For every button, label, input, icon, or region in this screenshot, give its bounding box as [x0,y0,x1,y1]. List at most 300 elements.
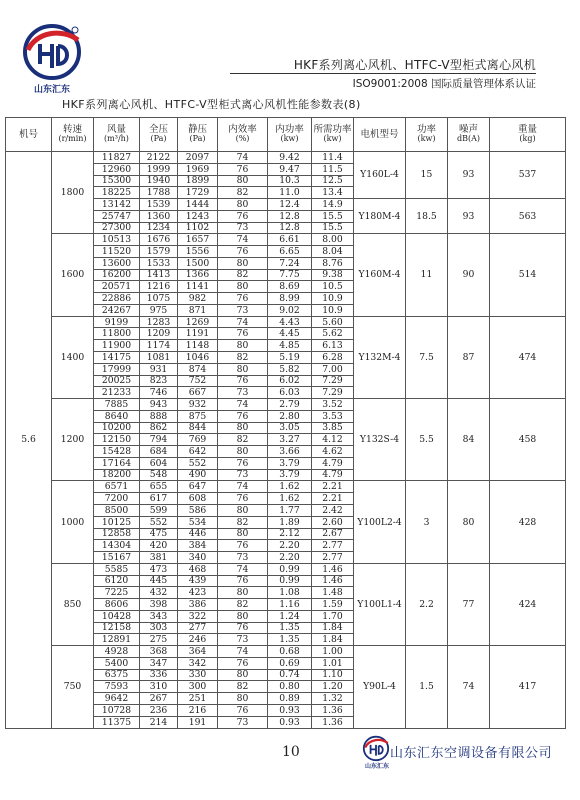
motor-model-cell: Y100L2-4 [354,481,406,563]
internal-power-cell: 0.99 [268,563,312,575]
static-pressure-cell: 1243 [178,210,218,222]
internal-power-cell: 1.35 [268,622,312,634]
internal-power-cell: 0.80 [268,681,312,693]
total-pressure-cell: 552 [140,516,178,528]
column-header [218,118,268,152]
column-unit: dB(A) [456,134,481,144]
airflow-cell: 18200 [94,469,140,481]
required-power-cell: 3.53 [312,410,354,422]
column-unit: (m³/h) [104,134,129,144]
static-pressure-cell: 586 [178,504,218,516]
airflow-cell: 10125 [94,516,140,528]
total-pressure-cell: 1533 [140,257,178,269]
efficiency-cell: 73 [218,469,268,481]
efficiency-cell: 82 [218,269,268,281]
header-title: HKF系列离心风机、HTFC-V型柜式离心风机 [293,58,536,72]
noise-cell: 77 [448,563,490,645]
static-pressure-cell: 1046 [178,352,218,364]
airflow-cell: 12158 [94,622,140,634]
efficiency-cell: 82 [218,516,268,528]
total-pressure-cell: 1360 [140,210,178,222]
static-pressure-cell: 300 [178,681,218,693]
column-name: 转速 [62,124,82,136]
table-title: HKF系列离心风机、HTFC-V型柜式离心风机性能参数表(8) [62,98,361,111]
airflow-cell: 18225 [94,187,140,199]
column-unit: (%) [235,134,250,144]
efficiency-cell: 80 [218,587,268,599]
efficiency-cell: 76 [218,210,268,222]
airflow-cell: 11800 [94,328,140,340]
internal-power-cell: 0.99 [268,575,312,587]
airflow-cell: 12150 [94,434,140,446]
total-pressure-cell: 975 [140,304,178,316]
static-pressure-cell: 340 [178,552,218,564]
internal-power-cell: 9.47 [268,163,312,175]
required-power-cell: 1.46 [312,563,354,575]
static-pressure-cell: 322 [178,610,218,622]
required-power-cell: 1.84 [312,622,354,634]
airflow-cell: 15428 [94,446,140,458]
total-pressure-cell: 888 [140,410,178,422]
internal-power-cell: 0.74 [268,669,312,681]
column-header [312,118,354,152]
total-pressure-cell: 1209 [140,328,178,340]
internal-power-cell: 6.61 [268,234,312,246]
efficiency-cell: 82 [218,599,268,611]
internal-power-cell: 5.19 [268,352,312,364]
efficiency-cell: 82 [218,681,268,693]
noise-cell: 93 [448,199,490,234]
column-name: 功率 [416,124,436,136]
static-pressure-cell: 642 [178,446,218,458]
total-pressure-cell: 604 [140,457,178,469]
motor-power-cell: 18.5 [406,199,448,234]
noise-cell: 90 [448,234,490,316]
total-pressure-cell: 1579 [140,246,178,258]
required-power-cell: 2.42 [312,504,354,516]
static-pressure-cell: 844 [178,422,218,434]
weight-cell: 424 [490,563,566,645]
static-pressure-cell: 1729 [178,187,218,199]
static-pressure-cell: 647 [178,481,218,493]
airflow-cell: 20025 [94,375,140,387]
efficiency-cell: 80 [218,199,268,211]
static-pressure-cell: 364 [178,646,218,658]
speed-cell: 850 [52,563,94,645]
motor-model-cell: Y160M-4 [354,234,406,316]
required-power-cell: 11.4 [312,152,354,164]
static-pressure-cell: 1657 [178,234,218,246]
column-header [406,118,448,152]
column-name: 内效率 [228,124,257,136]
efficiency-cell: 82 [218,352,268,364]
airflow-cell: 14175 [94,352,140,364]
required-power-cell: 1.01 [312,657,354,669]
internal-power-cell: 0.93 [268,716,312,728]
motor-model-cell: Y90L-4 [354,646,406,729]
airflow-cell: 6375 [94,669,140,681]
total-pressure-cell: 1081 [140,352,178,364]
efficiency-cell: 76 [218,622,268,634]
efficiency-cell: 80 [218,422,268,434]
efficiency-cell: 73 [218,716,268,728]
efficiency-cell: 80 [218,693,268,705]
static-pressure-cell: 277 [178,622,218,634]
column-unit: (kg) [519,134,536,144]
internal-power-cell: 2.80 [268,410,312,422]
total-pressure-cell: 931 [140,363,178,375]
noise-cell: 80 [448,481,490,563]
speed-cell: 1400 [52,316,94,398]
static-pressure-cell: 667 [178,387,218,399]
internal-power-cell: 1.24 [268,610,312,622]
efficiency-cell: 76 [218,657,268,669]
required-power-cell: 11.5 [312,163,354,175]
column-header [448,118,490,152]
column-name: 风量 [106,124,126,136]
total-pressure-cell: 1283 [140,316,178,328]
airflow-cell: 11520 [94,246,140,258]
internal-power-cell: 12.8 [268,222,312,234]
column-header [268,118,312,152]
efficiency-cell: 74 [218,152,268,164]
logo-text: 山东汇东 [33,85,70,95]
airflow-cell: 8606 [94,599,140,611]
column-unit: (Pa) [150,134,167,144]
total-pressure-cell: 684 [140,446,178,458]
total-pressure-cell: 1413 [140,269,178,281]
internal-power-cell: 11.0 [268,187,312,199]
total-pressure-cell: 275 [140,634,178,646]
static-pressure-cell: 468 [178,563,218,575]
airflow-cell: 10513 [94,234,140,246]
motor-power-cell: 2.2 [406,563,448,645]
required-power-cell: 1.84 [312,634,354,646]
static-pressure-cell: 490 [178,469,218,481]
weight-cell: 537 [490,152,566,199]
speed-cell: 1200 [52,399,94,481]
efficiency-cell: 76 [218,328,268,340]
internal-power-cell: 12.4 [268,199,312,211]
total-pressure-cell: 1075 [140,293,178,305]
required-power-cell: 15.5 [312,210,354,222]
total-pressure-cell: 617 [140,493,178,505]
required-power-cell: 9.38 [312,269,354,281]
efficiency-cell: 76 [218,540,268,552]
static-pressure-cell: 386 [178,599,218,611]
static-pressure-cell: 875 [178,410,218,422]
static-pressure-cell: 752 [178,375,218,387]
internal-power-cell: 1.62 [268,493,312,505]
total-pressure-cell: 214 [140,716,178,728]
table-row [6,152,566,164]
total-pressure-cell: 368 [140,646,178,658]
internal-power-cell: 9.42 [268,152,312,164]
required-power-cell: 10.9 [312,304,354,316]
static-pressure-cell: 1148 [178,340,218,352]
internal-power-cell: 1.16 [268,599,312,611]
required-power-cell: 1.10 [312,669,354,681]
column-header [140,118,178,152]
static-pressure-cell: 439 [178,575,218,587]
internal-power-cell: 3.79 [268,469,312,481]
internal-power-cell: 1.77 [268,504,312,516]
internal-power-cell: 12.8 [268,210,312,222]
required-power-cell: 1.48 [312,587,354,599]
required-power-cell: 2.77 [312,552,354,564]
total-pressure-cell: 1216 [140,281,178,293]
efficiency-cell: 80 [218,528,268,540]
airflow-cell: 13142 [94,199,140,211]
internal-power-cell: 4.85 [268,340,312,352]
airflow-cell: 10200 [94,422,140,434]
internal-power-cell: 2.12 [268,528,312,540]
efficiency-cell: 80 [218,340,268,352]
total-pressure-cell: 473 [140,563,178,575]
airflow-cell: 15167 [94,552,140,564]
static-pressure-cell: 932 [178,399,218,411]
internal-power-cell: 8.99 [268,293,312,305]
total-pressure-cell: 943 [140,399,178,411]
efficiency-cell: 74 [218,563,268,575]
company-logo [22,20,82,82]
airflow-cell: 10728 [94,704,140,716]
internal-power-cell: 9.02 [268,304,312,316]
required-power-cell: 1.36 [312,704,354,716]
column-unit: (kw) [280,134,299,144]
efficiency-cell: 76 [218,246,268,258]
internal-power-cell: 7.24 [268,257,312,269]
required-power-cell: 15.5 [312,222,354,234]
total-pressure-cell: 343 [140,610,178,622]
motor-model-cell: Y180M-4 [354,199,406,234]
required-power-cell: 1.46 [312,575,354,587]
airflow-cell: 17999 [94,363,140,375]
airflow-cell: 6571 [94,481,140,493]
internal-power-cell: 0.69 [268,657,312,669]
internal-power-cell: 6.65 [268,246,312,258]
static-pressure-cell: 1899 [178,175,218,187]
static-pressure-cell: 1366 [178,269,218,281]
airflow-cell: 9199 [94,316,140,328]
footer-logo-text: 山东汇东 [364,763,389,770]
airflow-cell: 21233 [94,387,140,399]
weight-cell: 563 [490,199,566,234]
column-name: 电机型号 [360,128,399,140]
airflow-cell: 12858 [94,528,140,540]
airflow-cell: 12960 [94,163,140,175]
total-pressure-cell: 1999 [140,163,178,175]
column-header [52,118,94,152]
motor-power-cell: 7.5 [406,316,448,398]
airflow-cell: 20571 [94,281,140,293]
efficiency-cell: 74 [218,481,268,493]
noise-cell: 93 [448,152,490,199]
airflow-cell: 7225 [94,587,140,599]
internal-power-cell: 3.66 [268,446,312,458]
static-pressure-cell: 246 [178,634,218,646]
efficiency-cell: 80 [218,257,268,269]
airflow-cell: 6120 [94,575,140,587]
total-pressure-cell: 794 [140,434,178,446]
efficiency-cell: 80 [218,669,268,681]
required-power-cell: 7.29 [312,387,354,399]
internal-power-cell: 8.69 [268,281,312,293]
airflow-cell: 22886 [94,293,140,305]
airflow-cell: 11900 [94,340,140,352]
airflow-cell: 25747 [94,210,140,222]
required-power-cell: 4.62 [312,446,354,458]
airflow-cell: 11827 [94,152,140,164]
column-unit: (Pa) [189,134,206,144]
required-power-cell: 1.36 [312,716,354,728]
total-pressure-cell: 445 [140,575,178,587]
table-row [6,234,566,246]
static-pressure-cell: 874 [178,363,218,375]
motor-power-cell: 11 [406,234,448,316]
airflow-cell: 27300 [94,222,140,234]
weight-cell: 514 [490,234,566,316]
static-pressure-cell: 871 [178,304,218,316]
airflow-cell: 11375 [94,716,140,728]
total-pressure-cell: 1539 [140,199,178,211]
required-power-cell: 6.28 [312,352,354,364]
total-pressure-cell: 655 [140,481,178,493]
efficiency-cell: 76 [218,293,268,305]
column-header [178,118,218,152]
efficiency-cell: 82 [218,187,268,199]
motor-model-cell: Y160L-4 [354,152,406,199]
efficiency-cell: 82 [218,434,268,446]
speed-cell: 1000 [52,481,94,563]
static-pressure-cell: 1102 [178,222,218,234]
required-power-cell: 12.5 [312,175,354,187]
table-row [6,399,566,411]
efficiency-cell: 73 [218,552,268,564]
column-name: 重量 [517,124,537,136]
static-pressure-cell: 552 [178,457,218,469]
static-pressure-cell: 446 [178,528,218,540]
required-power-cell: 1.20 [312,681,354,693]
internal-power-cell: 6.02 [268,375,312,387]
internal-power-cell: 2.20 [268,552,312,564]
total-pressure-cell: 1940 [140,175,178,187]
efficiency-cell: 74 [218,316,268,328]
column-unit: (kw) [417,134,436,144]
machine-number-cell: 5.6 [6,152,52,729]
efficiency-cell: 80 [218,446,268,458]
total-pressure-cell: 303 [140,622,178,634]
total-pressure-cell: 267 [140,693,178,705]
efficiency-cell: 76 [218,493,268,505]
efficiency-cell: 74 [218,234,268,246]
internal-power-cell: 1.35 [268,634,312,646]
internal-power-cell: 10.3 [268,175,312,187]
total-pressure-cell: 548 [140,469,178,481]
total-pressure-cell: 746 [140,387,178,399]
total-pressure-cell: 1234 [140,222,178,234]
table-row [6,316,566,328]
required-power-cell: 8.00 [312,234,354,246]
airflow-cell: 7593 [94,681,140,693]
weight-cell: 428 [490,481,566,563]
required-power-cell: 8.76 [312,257,354,269]
column-unit: (r/min) [58,134,87,144]
efficiency-cell: 73 [218,387,268,399]
static-pressure-cell: 982 [178,293,218,305]
airflow-cell: 13600 [94,257,140,269]
airflow-cell: 5400 [94,657,140,669]
motor-model-cell: Y132S-4 [354,399,406,481]
total-pressure-cell: 432 [140,587,178,599]
required-power-cell: 4.79 [312,457,354,469]
motor-power-cell: 1.5 [406,646,448,729]
airflow-cell: 8640 [94,410,140,422]
required-power-cell: 3.52 [312,399,354,411]
column-header [6,118,52,152]
required-power-cell: 13.4 [312,187,354,199]
static-pressure-cell: 534 [178,516,218,528]
efficiency-cell: 76 [218,575,268,587]
efficiency-cell: 73 [218,222,268,234]
efficiency-cell: 80 [218,610,268,622]
table-row [6,481,566,493]
table-row [6,646,566,658]
internal-power-cell: 3.27 [268,434,312,446]
internal-power-cell: 4.43 [268,316,312,328]
static-pressure-cell: 608 [178,493,218,505]
column-unit: (kw) [323,134,342,144]
required-power-cell: 7.29 [312,375,354,387]
column-name: 全压 [148,124,168,136]
required-power-cell: 2.21 [312,493,354,505]
noise-cell: 87 [448,316,490,398]
internal-power-cell: 2.79 [268,399,312,411]
airflow-cell: 12891 [94,634,140,646]
required-power-cell: 5.62 [312,328,354,340]
internal-power-cell: 0.93 [268,704,312,716]
total-pressure-cell: 1788 [140,187,178,199]
static-pressure-cell: 384 [178,540,218,552]
column-name: 噪声 [458,124,478,136]
static-pressure-cell: 330 [178,669,218,681]
column-header [490,118,566,152]
internal-power-cell: 7.75 [268,269,312,281]
required-power-cell: 1.00 [312,646,354,658]
total-pressure-cell: 1174 [140,340,178,352]
weight-cell: 474 [490,316,566,398]
motor-model-cell: Y100L1-4 [354,563,406,645]
performance-table [5,117,566,729]
internal-power-cell: 4.45 [268,328,312,340]
total-pressure-cell: 2122 [140,152,178,164]
noise-cell: 74 [448,646,490,729]
internal-power-cell: 0.89 [268,693,312,705]
required-power-cell: 1.32 [312,693,354,705]
static-pressure-cell: 1556 [178,246,218,258]
header-divider [230,73,536,74]
static-pressure-cell: 342 [178,657,218,669]
required-power-cell: 2.77 [312,540,354,552]
column-header [94,118,140,152]
airflow-cell: 10428 [94,610,140,622]
column-name: 所需功率 [313,124,352,136]
airflow-cell: 8500 [94,504,140,516]
column-name: 静压 [187,124,207,136]
static-pressure-cell: 1141 [178,281,218,293]
internal-power-cell: 3.79 [268,457,312,469]
total-pressure-cell: 236 [140,704,178,716]
